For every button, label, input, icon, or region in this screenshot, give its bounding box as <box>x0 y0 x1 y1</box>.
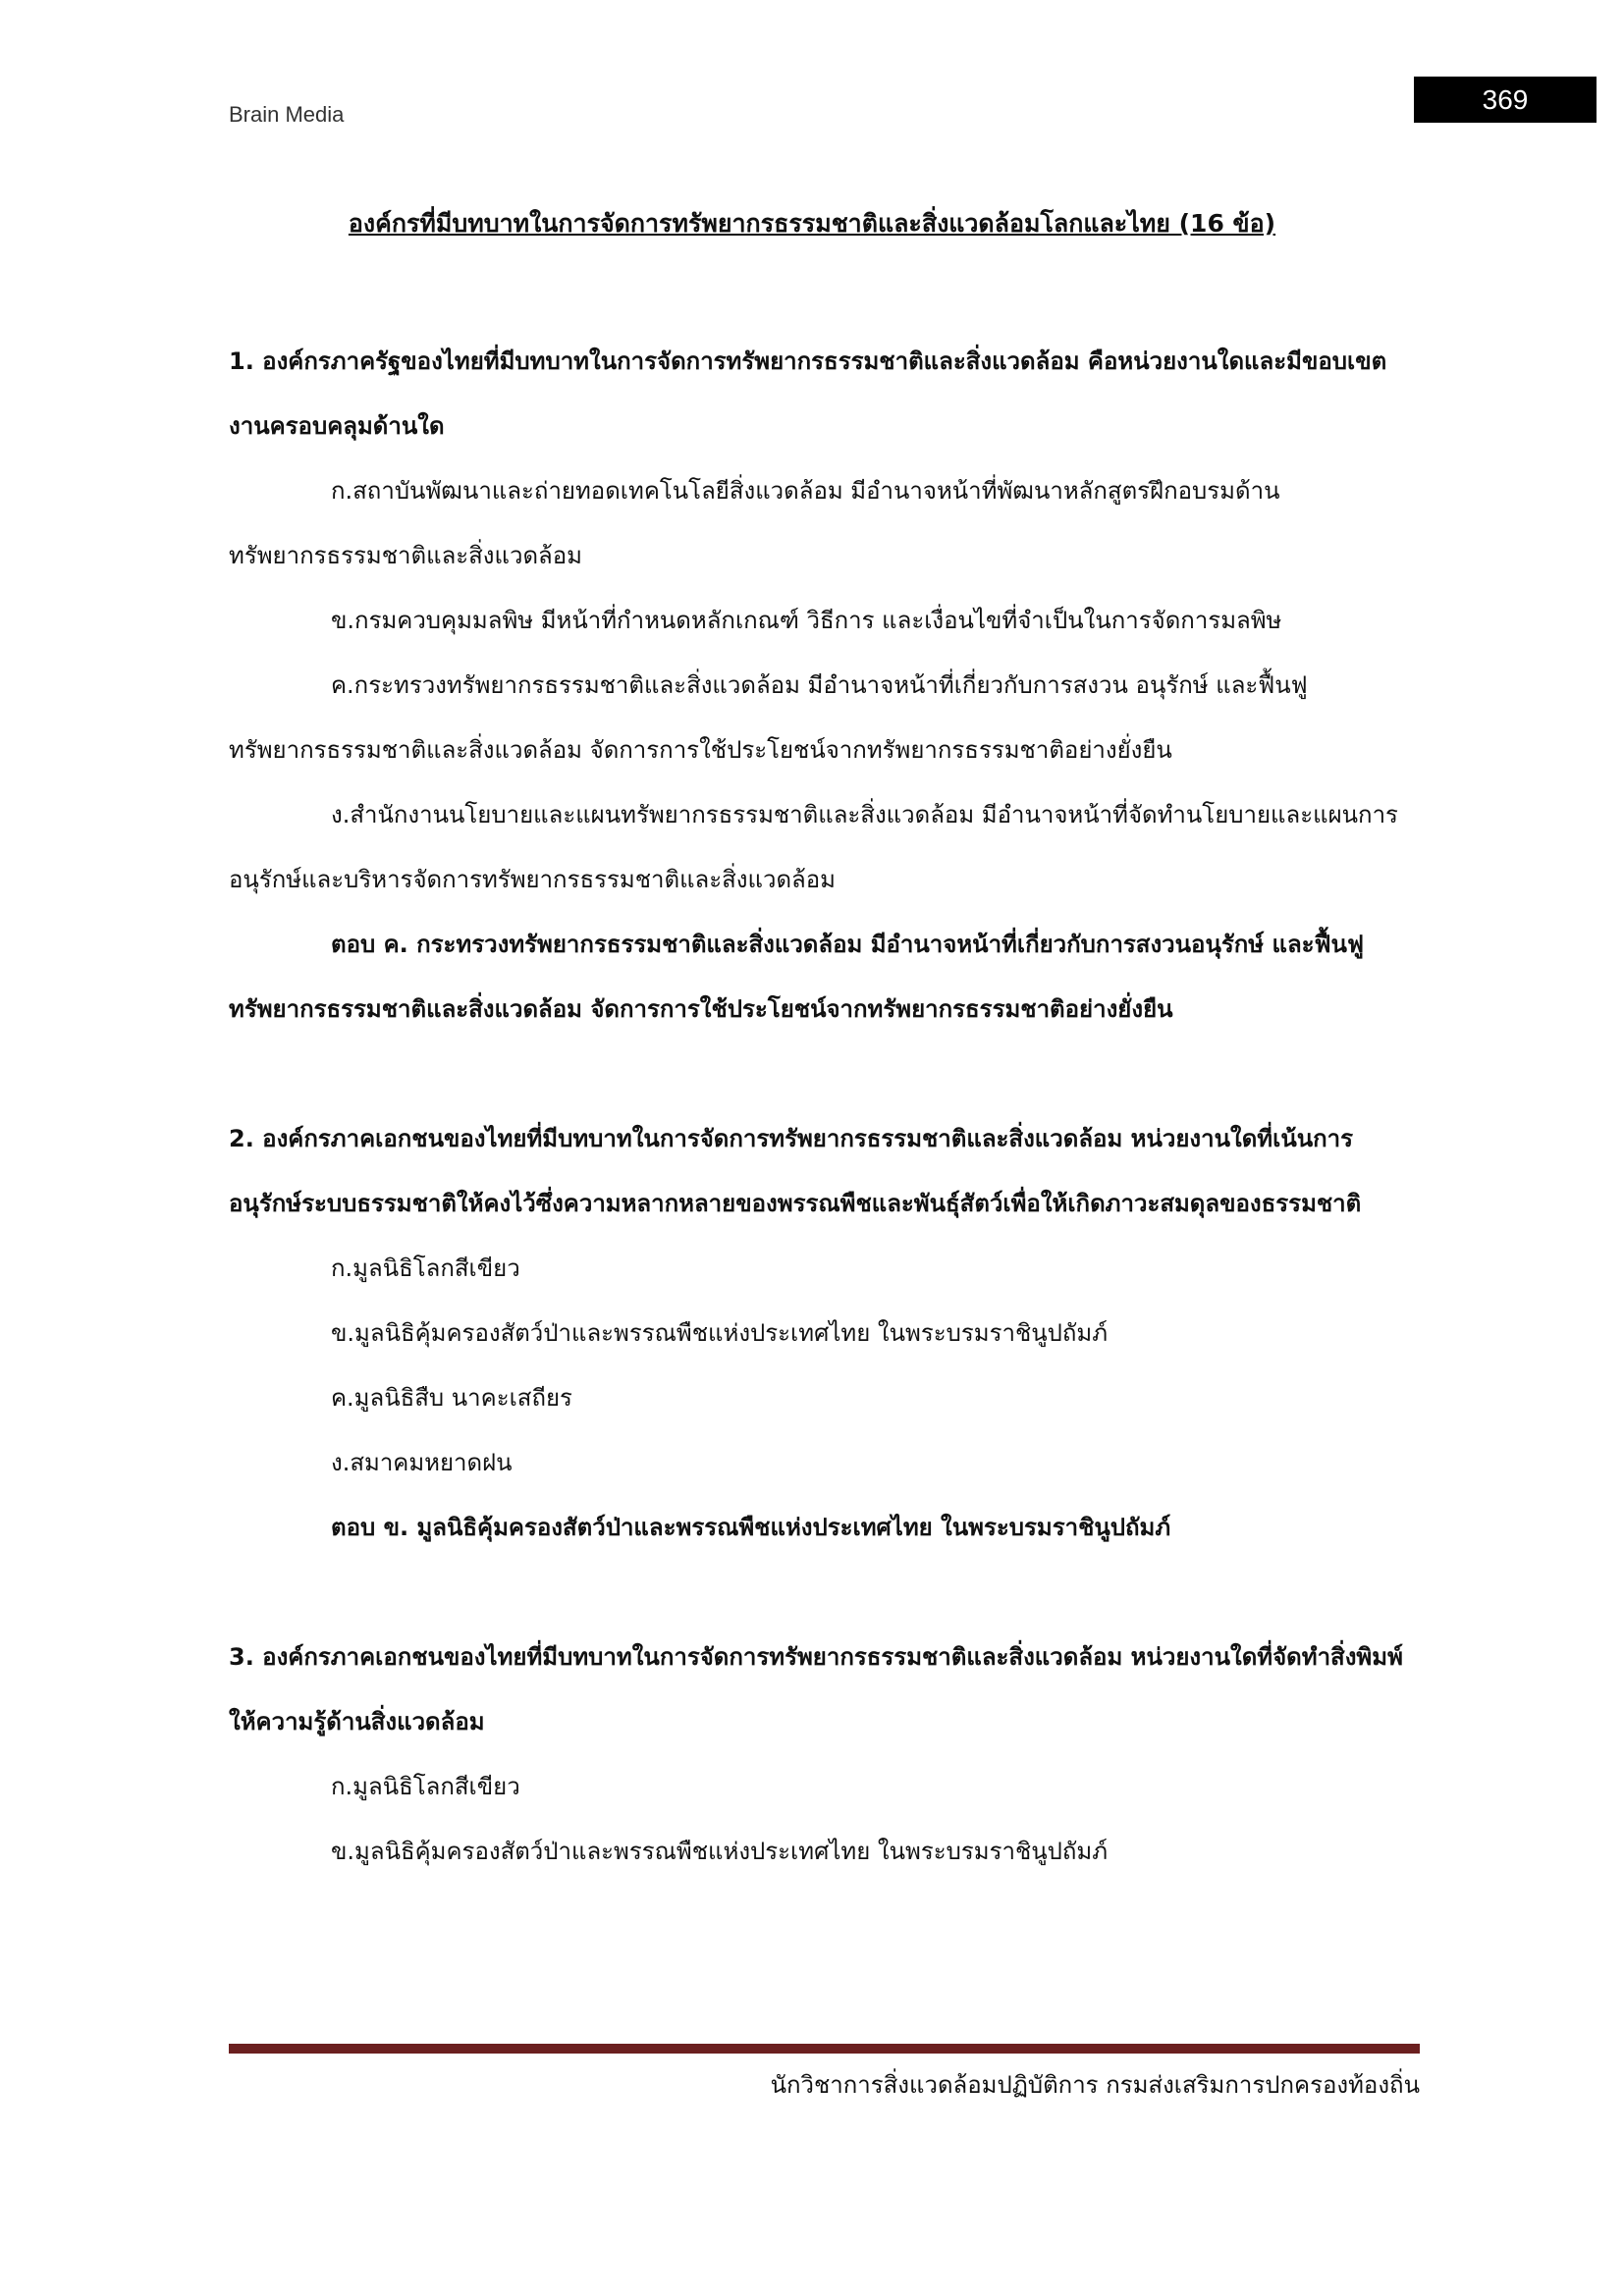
option-c: ค.มูลนิธิสืบ นาคะเสถียร <box>331 1384 572 1412</box>
option-a: ก.สถาบันพัฒนาและถ่ายทอดเทคโนโลยีสิ่งแวดล้อม มีอำนาจหน้าที่พัฒนาหลักสูตรฝึกอบรมด้านทรัพยากรธรรมชาติและสิ่งแวดล้อม <box>229 477 1280 569</box>
footer-text: นักวิชาการสิ่งแวดล้อมปฏิบัติการ กรมส่งเสริมการปกครองท้องถิ่น <box>770 2071 1420 2099</box>
question-1 <box>229 329 1423 1041</box>
option-c: ค.กระทรวงทรัพยากรธรรมชาติและสิ่งแวดล้อม มีอำนาจหน้าที่เกี่ยวกับการสงวน อนุรักษ์ และฟื้นฟูทรัพยากรธรรมชาติและสิ่งแวดล้อม จัดการการใช้ประโยชน์จากทรัพยากรธรรมชาติอย่างยั่งยืน <box>229 671 1308 764</box>
question-text: 2. องค์กรภาคเอกชนของไทยที่มีบทบาทในการจัดการทรัพยากรธรรมชาติและสิ่งแวดล้อม หน่วยงานใดที่เน้นการอนุรักษ์ระบบธรรมชาติให้คงไว้ซึ่งความหลากหลายของพรรณพืชและพันธุ์สัตว์เพื่อให้เกิดภาวะสมดุลของธรรมชาติ <box>229 1125 1362 1217</box>
page-number: 369 <box>1414 77 1597 123</box>
question-3 <box>229 1625 1423 1884</box>
header-brand: Brain Media <box>229 102 345 127</box>
option-b: ข.มูลนิธิคุ้มครองสัตว์ป่าและพรรณพืชแห่งประเทศไทย ในพระบรมราชินูปถัมภ์ <box>331 1319 1109 1347</box>
footer-rule <box>229 2044 1420 2054</box>
option-a: ก.มูลนิธิโลกสีเขียว <box>331 1773 520 1800</box>
answer: ตอบ ข. มูลนิธิคุ้มครองสัตว์ป่าและพรรณพืชแห่งประเทศไทย ในพระบรมราชินูปถัมภ์ <box>331 1514 1171 1541</box>
question-text: 3. องค์กรภาคเอกชนของไทยที่มีบทบาทในการจัดการทรัพยากรธรรมชาติและสิ่งแวดล้อม หน่วยงานใดที่จัดทำสิ่งพิมพ์ให้ความรู้ด้านสิ่งแวดล้อม <box>229 1643 1403 1735</box>
spacer <box>229 1041 1423 1106</box>
answer: ตอบ ค. กระทรวงทรัพยากรธรรมชาติและสิ่งแวดล้อม มีอำนาจหน้าที่เกี่ยวกับการสงวนอนุรักษ์ และฟื้นฟูทรัพยากรธรรมชาติและสิ่งแวดล้อม จัดการการใช้ประโยชน์จากทรัพยากรธรรมชาติอย่างยั่งยืน <box>229 931 1364 1023</box>
document-title: องค์กรที่มีบทบาทในการจัดการทรัพยากรธรรมชาติและสิ่งแวดล้อมโลกและไทย (16 ข้อ) <box>348 209 1276 238</box>
option-b: ข.มูลนิธิคุ้มครองสัตว์ป่าและพรรณพืชแห่งประเทศไทย ในพระบรมราชินูปถัมภ์ <box>331 1838 1109 1865</box>
option-d: ง.สำนักงานนโยบายและแผนทรัพยากรธรรมชาติและสิ่งแวดล้อม มีอำนาจหน้าที่จัดทำนโยบายและแผนการอนุรักษ์และบริหารจัดการทรัพยากรธรรมชาติและสิ่งแวดล้อม <box>229 801 1398 893</box>
option-d: ง.สมาคมหยาดฝน <box>331 1449 513 1476</box>
document-body <box>229 329 1423 1884</box>
question-text: 1. องค์กรภาครัฐของไทยที่มีบทบาทในการจัดการทรัพยากรธรรมชาติและสิ่งแวดล้อม คือหน่วยงานใดและมีขอบเขตงานครอบคลุมด้านใด <box>229 347 1387 440</box>
option-a: ก.มูลนิธิโลกสีเขียว <box>331 1255 520 1282</box>
spacer <box>229 1560 1423 1625</box>
question-2 <box>229 1106 1423 1560</box>
option-b: ข.กรมควบคุมมลพิษ มีหน้าที่กำหนดหลักเกณฑ์ วิธีการ และเงื่อนไขที่จำเป็นในการจัดการมลพิษ <box>331 607 1282 634</box>
